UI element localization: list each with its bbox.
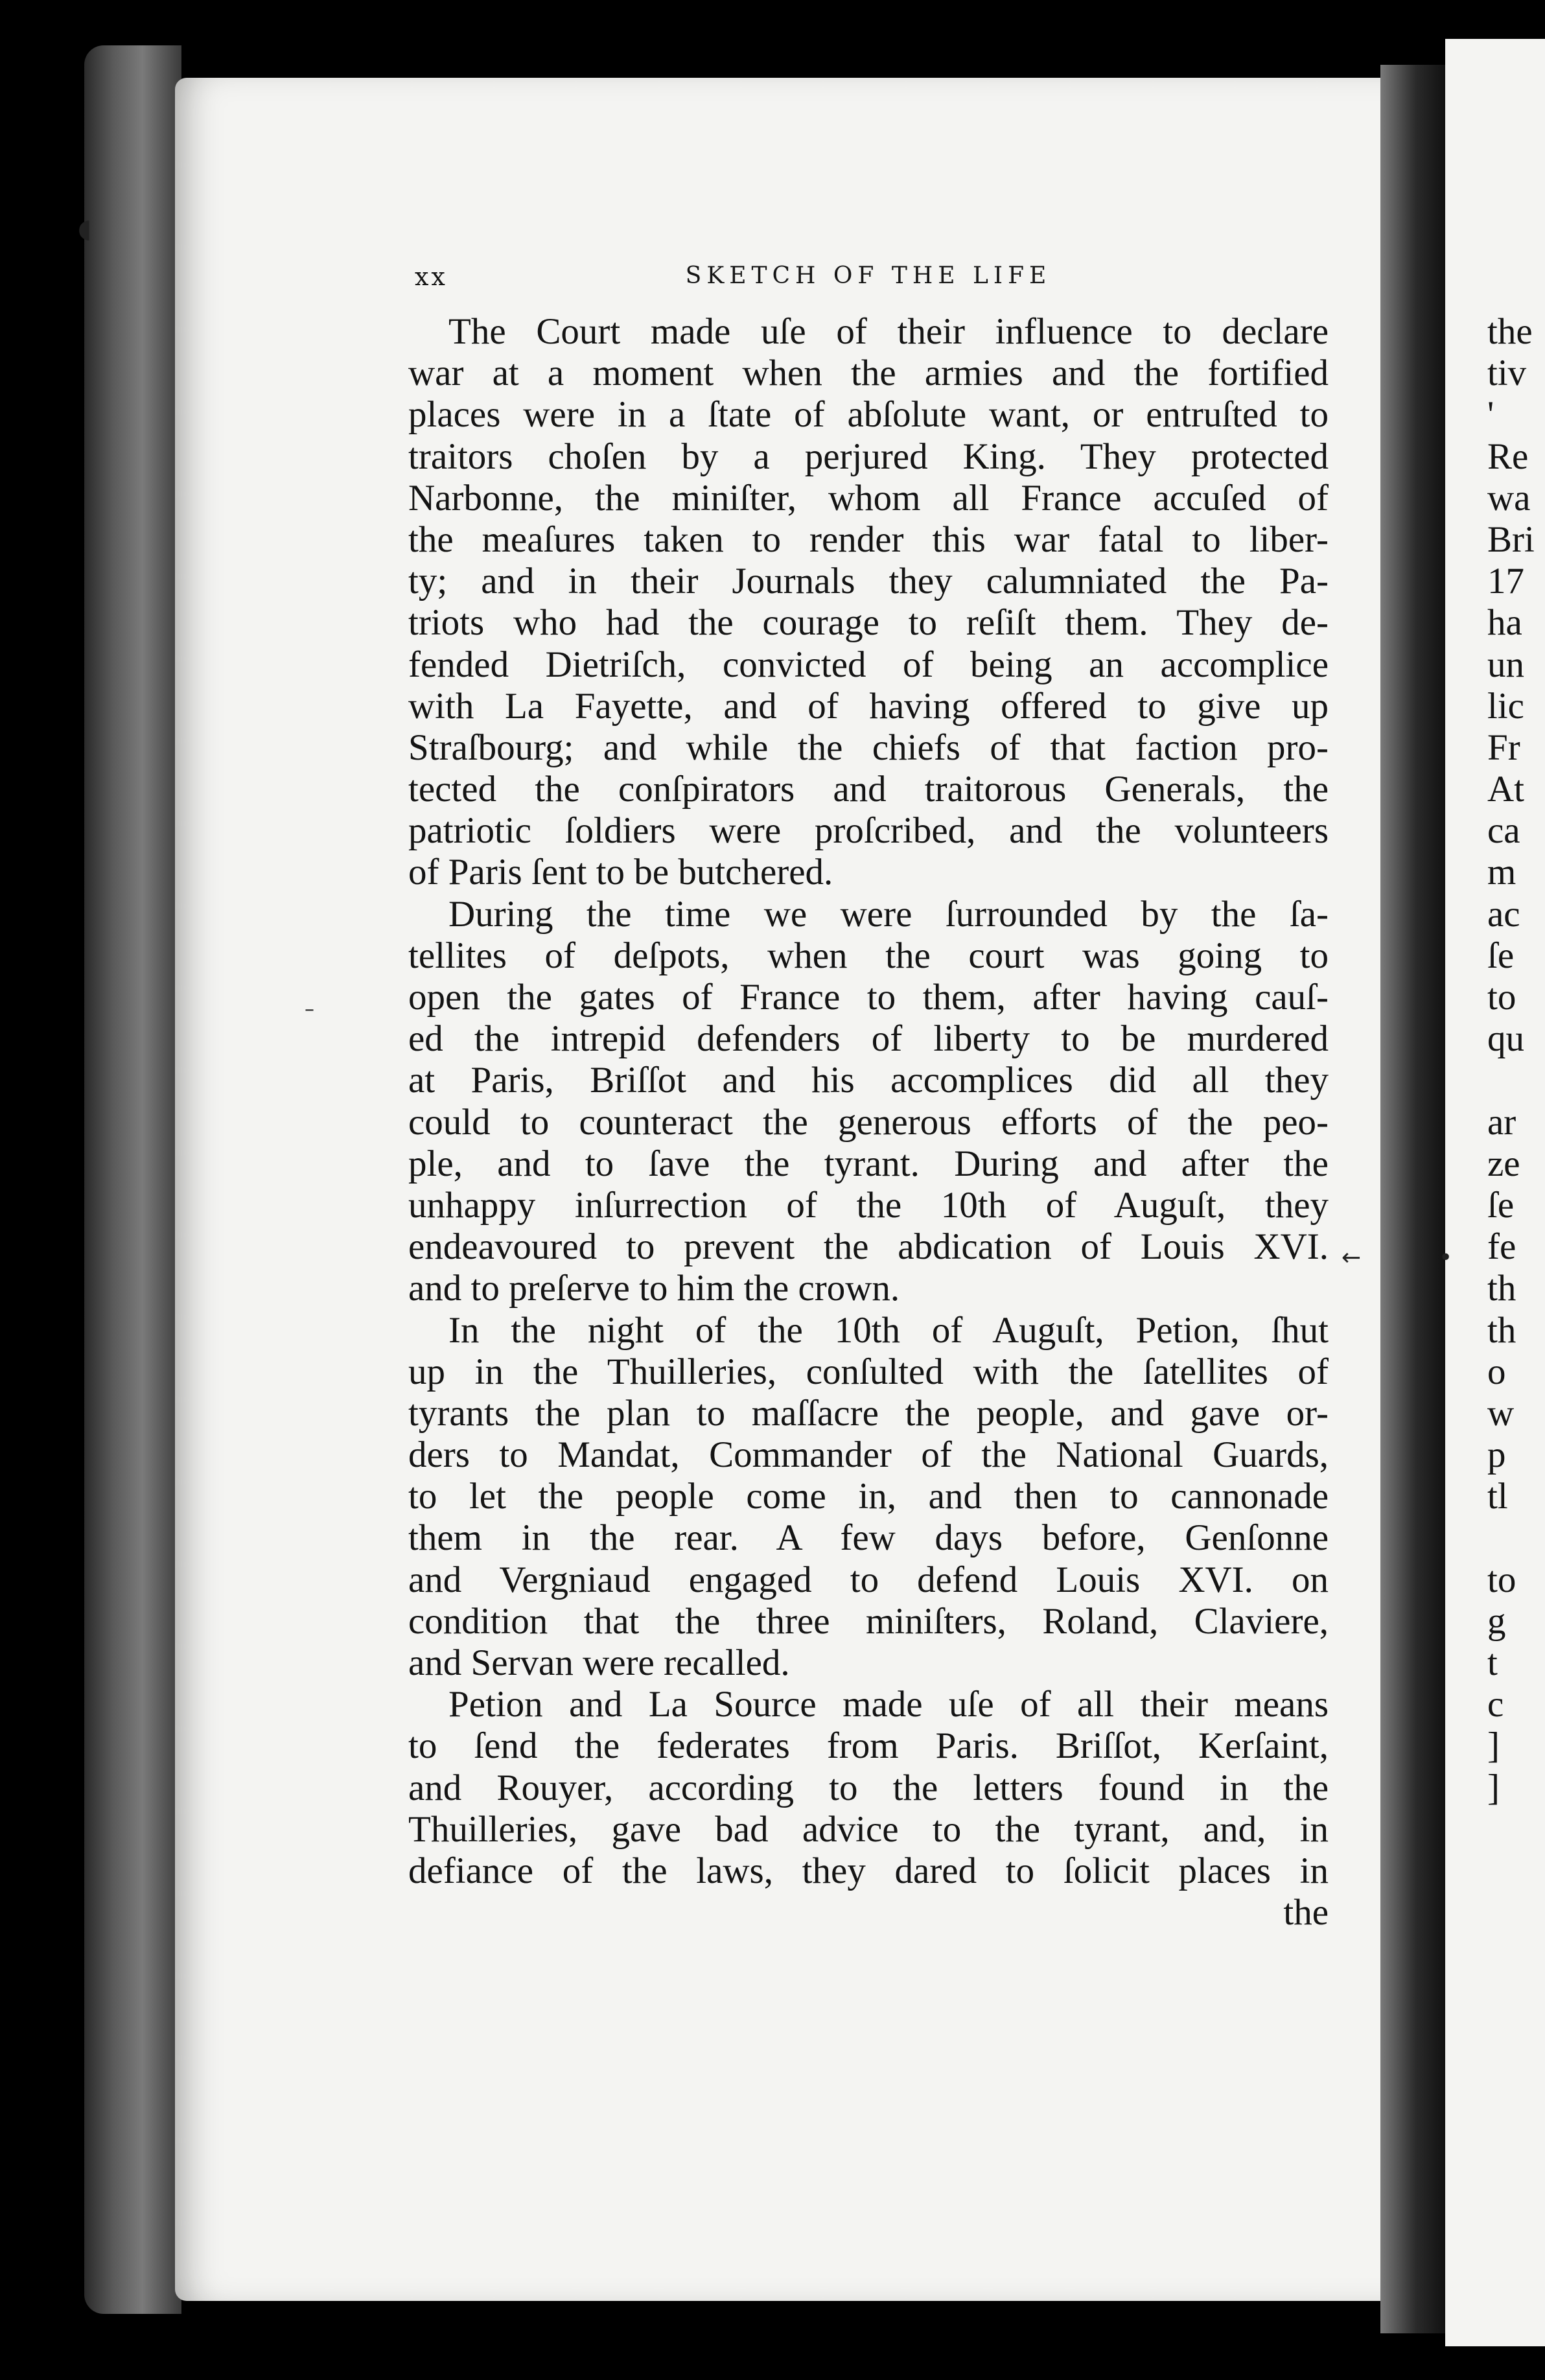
paragraph-2 xyxy=(408,894,1329,1310)
text-line: In the night of the 10th of Auguſt, Petion, ſhut xyxy=(448,1309,1329,1351)
facing-fragment: ] xyxy=(1487,1725,1500,1767)
facing-fragment: th xyxy=(1487,1268,1516,1309)
facing-fragment: qu xyxy=(1487,1018,1524,1060)
facing-fragment: c xyxy=(1487,1684,1504,1725)
facing-fragment: ' xyxy=(1487,394,1494,436)
facing-fragment: fe xyxy=(1487,1226,1516,1268)
text-line: tyrants the plan to maſſacre the people, and gave or- xyxy=(408,1392,1329,1434)
text-line: Petion and La Source made uſe of all their means xyxy=(448,1684,1329,1725)
text-line: Straſbourg; and while the chiefs of that faction pro- xyxy=(408,727,1329,768)
facing-fragment: ar xyxy=(1487,1101,1516,1143)
text-line: the meaſures taken to render this war fatal to liber- xyxy=(408,519,1329,560)
text-line: ty; and in their Journals they calumniated the Pa- xyxy=(408,561,1329,602)
facing-fragment: tl xyxy=(1487,1476,1508,1517)
facing-fragment: tiv xyxy=(1487,353,1527,394)
facing-fragment: m xyxy=(1487,852,1516,893)
paragraph-1 xyxy=(408,311,1329,894)
paragraph-3 xyxy=(408,1310,1329,1685)
catchword: the xyxy=(1283,1892,1329,1933)
text-line: condition that the three miniſters, Roland, Claviere, xyxy=(408,1600,1329,1642)
facing-fragment: ac xyxy=(1487,893,1520,935)
facing-fragment: 17 xyxy=(1487,561,1524,602)
text-line: The Court made uſe of their influence to declare xyxy=(448,311,1329,352)
text-line: with La Fayette, and of having offered to give up xyxy=(408,685,1329,727)
facing-fragment xyxy=(1487,1060,1545,1101)
text-line: to let the people come in, and then to cannonade xyxy=(408,1476,1329,1517)
text-line: ders to Mandat, Commander of the National Guards, xyxy=(408,1434,1329,1476)
facing-fragment: ca xyxy=(1487,810,1520,852)
text-line: tected the conſpirators and traitorous Generals, the xyxy=(408,769,1329,810)
facing-fragment: ha xyxy=(1487,602,1522,644)
text-line: of Paris ſent to be butchered. xyxy=(408,852,833,893)
text-line: them in the rear. A few days before, Genſonne xyxy=(408,1517,1329,1559)
text-line: open the gates of France to them, after having cauſ- xyxy=(408,977,1329,1018)
paragraph-4 xyxy=(408,1684,1329,1892)
margin-tick: ← xyxy=(1342,1244,1362,1271)
text-line: ed the intrepid defenders of liberty to be murdered xyxy=(408,1018,1329,1060)
facing-fragment: Bri xyxy=(1487,519,1535,560)
text-line: at Paris, Briſſot and his accomplices did all they xyxy=(408,1060,1329,1101)
facing-fragment: ſe xyxy=(1487,1184,1515,1226)
text-line: up in the Thuilleries, conſulted with the ſatellites of xyxy=(408,1351,1329,1392)
text-line: patriotic ſoldiers were proſcribed, and the volunteers xyxy=(408,810,1329,852)
text-line: and Servan were recalled. xyxy=(408,1642,790,1683)
facing-fragment: lic xyxy=(1487,685,1524,727)
facing-fragment: to xyxy=(1487,977,1516,1018)
facing-fragment: p xyxy=(1487,1434,1506,1476)
text-line: Narbonne, the miniſter, whom all France accuſed of xyxy=(408,477,1329,519)
text-line: ple, and to ſave the tyrant. During and after the xyxy=(408,1143,1329,1184)
text-line: endeavoured to prevent the abdication of Louis XVI. xyxy=(408,1226,1329,1268)
facing-fragment: ] xyxy=(1487,1767,1500,1808)
page-number: xx xyxy=(415,262,448,291)
text-line: traitors choſen by a perjured King. They protected xyxy=(408,436,1329,477)
facing-fragment: Re xyxy=(1487,436,1529,477)
facing-fragment xyxy=(1487,1517,1545,1559)
text-line: tellites of deſpots, when the court was going to xyxy=(408,935,1329,976)
left-page-edge xyxy=(84,45,181,2314)
facing-fragment: g xyxy=(1487,1600,1506,1642)
text-line: fended Dietriſch, convicted of being an accomplice xyxy=(408,644,1329,685)
book-gutter xyxy=(1380,65,1445,2333)
text-line: could to counteract the generous efforts of the peo- xyxy=(408,1101,1329,1143)
margin-tick: • xyxy=(1439,1244,1453,1271)
text-line: triots who had the courage to reſiſt them. They de- xyxy=(408,602,1329,644)
facing-fragment: ſe xyxy=(1487,935,1515,976)
text-line: and to preſerve to him the crown. xyxy=(408,1268,900,1309)
facing-fragment: w xyxy=(1487,1392,1515,1434)
text-line: and Vergniaud engaged to defend Louis XVI. on xyxy=(408,1559,1329,1600)
margin-smudge: ◖ xyxy=(78,214,92,244)
running-title: SKETCH OF THE LIFE xyxy=(685,262,1052,289)
text-line: unhappy inſurrection of the 10th of Auguſt, they xyxy=(408,1184,1329,1226)
text-line: to ſend the federates from Paris. Briſſot, Kerſaint, xyxy=(408,1725,1329,1767)
text-line: defiance of the laws, they dared to ſolicit places in xyxy=(408,1850,1329,1891)
facing-fragment: th xyxy=(1487,1309,1516,1351)
facing-fragment: ze xyxy=(1487,1143,1520,1184)
facing-fragment: the xyxy=(1487,311,1533,352)
text-line: places were in a ſtate of abſolute want, or entruſted to xyxy=(408,394,1329,436)
facing-fragment: to xyxy=(1487,1559,1516,1600)
facing-fragment: At xyxy=(1487,769,1524,810)
facing-page-text xyxy=(1487,311,1545,1809)
facing-fragment: Fr xyxy=(1487,727,1520,768)
facing-fragment: un xyxy=(1487,644,1524,685)
text-line: and Rouyer, according to the letters found in the xyxy=(408,1767,1329,1808)
facing-fragment: t xyxy=(1487,1642,1498,1683)
text-line: war at a moment when the armies and the fortified xyxy=(408,353,1329,394)
facing-fragment: wa xyxy=(1487,477,1531,519)
text-line: Thuilleries, gave bad advice to the tyrant, and, in xyxy=(408,1808,1329,1850)
body-text xyxy=(408,311,1329,1933)
margin-tick: – xyxy=(305,998,314,1021)
facing-fragment: o xyxy=(1487,1351,1506,1392)
text-line: During the time we were ſurrounded by the ſa- xyxy=(448,893,1329,935)
